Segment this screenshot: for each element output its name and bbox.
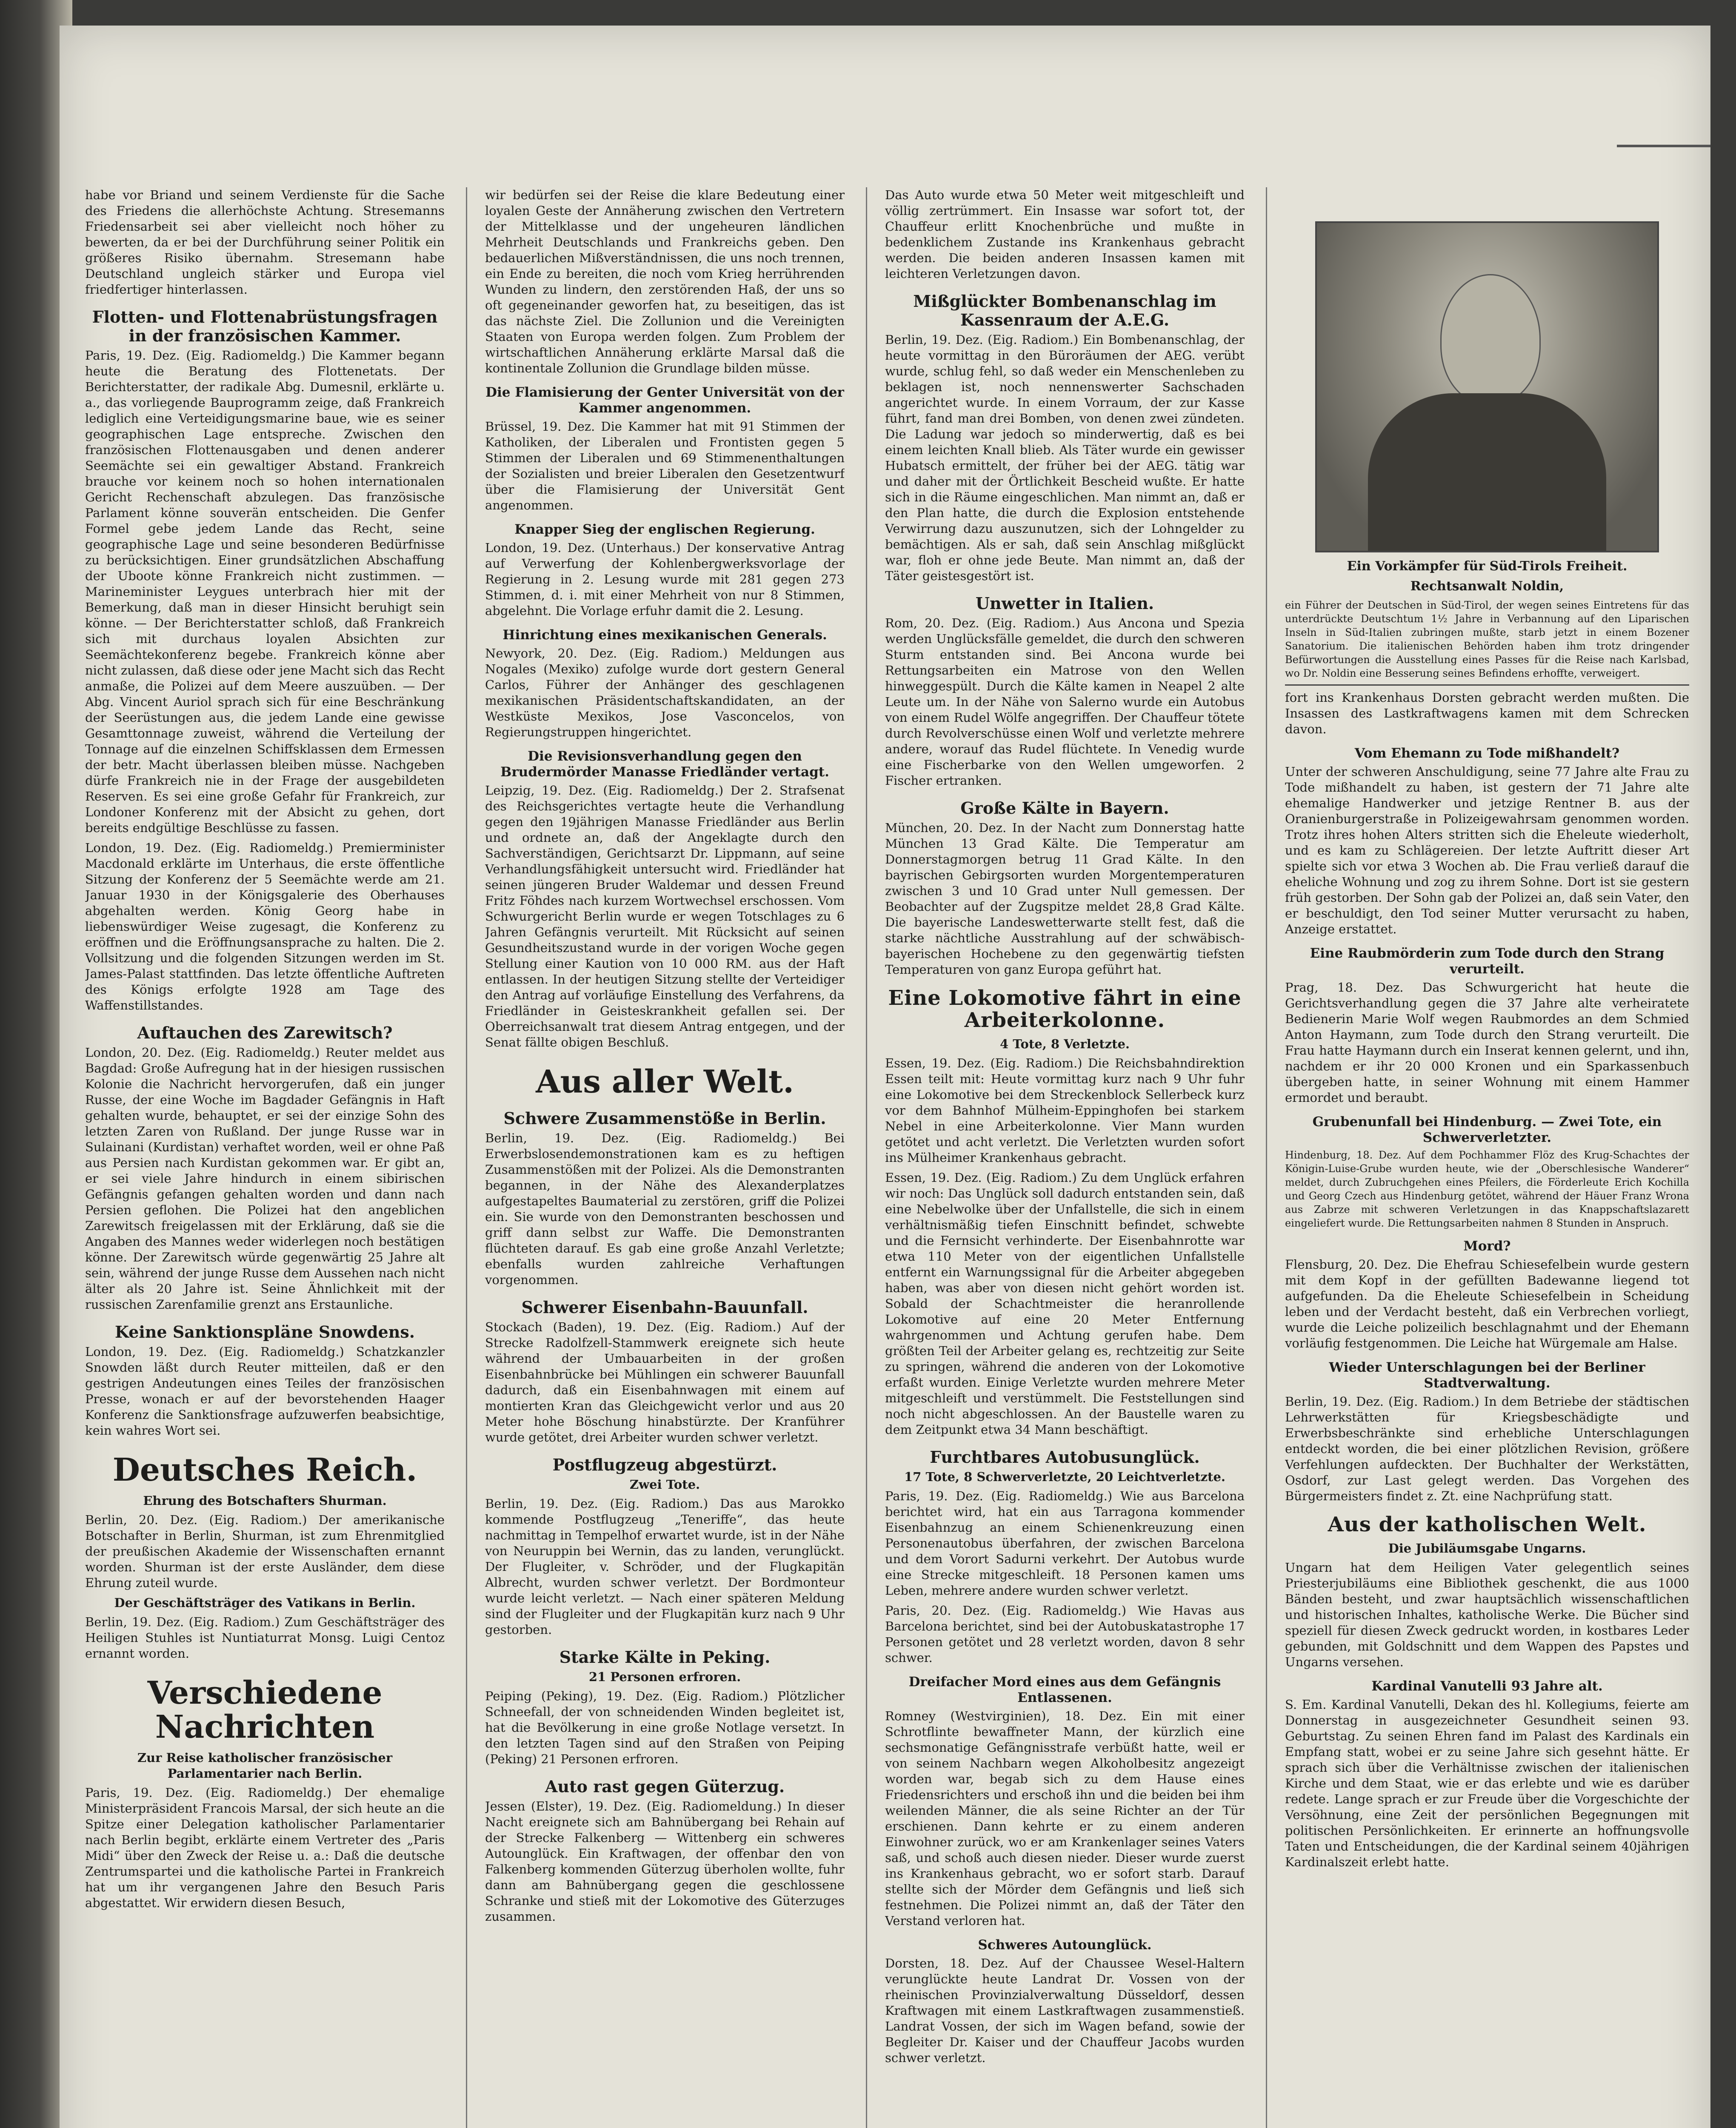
article-text: Berlin, 19. Dez. (Eig. Radiom.) In dem Betriebe der städtischen Lehrwerkstätten für Kriegsbeschädigte und Erwerbsbeschränkte sind erhebliche Unterschlagungen entdeckt worden, die bei einer plötzlichen Revision, größere Verfehlungen aufdeckten. Der Buchhalter der Werkstätten, Osdorf, zur Last gelegt werden. Das Vorgehen des Bürgermeisters findet z. Zt. eine Nachprüfung statt. [1285, 1394, 1689, 1503]
article-text: Brüssel, 19. Dez. Die Kammer hat mit 91 Stimmen der Katholiken, der Liberalen und Frontisten gegen 5 Stimmen der Liberalen und 69 Stimmenenthaltungen der Sozialisten und breier Liberalen den Gesetzentwurf über die Flamisierung der Universität Gent angenommen. [485, 419, 845, 512]
headline-knapper-sieg: Knapper Sieg der englischen Regierung. [514, 522, 815, 537]
article-text: Berlin, 19. Dez. (Eig. Radiomeldg.) Bei Erwerbslosendemonstrationen kam es zu heftigen Zusammenstößen mit der Polizei. Als die Demonstranten begannen, in der Nähe des Alexanderplatzes aufgestapeltes Baumaterial zu zerstören, griff die Polizei ein. Sie wurde von den Demonstranten beschossen und griff dann selbst zur Waffe. Die Demonstranten flüchteten darauf. Es gab eine große Anzahl Verletzte; ebenfalls wurden zahlreiche Verhaftungen vorgenommen. [485, 1131, 845, 1287]
portrait-head [1440, 274, 1541, 404]
headline-mord: Mord? [1463, 1238, 1511, 1254]
headline-ehemann: Vom Ehemann zu Tode mißhandelt? [1354, 746, 1620, 761]
article-text: fort ins Krankenhaus Dorsten gebracht werden mußten. Die Insassen des Lastkraftwagens kamen mit dem Schrecken davon. [1285, 690, 1689, 736]
article-text: Hindenburg, 18. Dez. Auf dem Pochhammer Flöz des Krug-Schachtes der Königin-Luise-Grube wurden heute, wie der „Oberschlesische Wanderer“ meldet, durch Zubruchgehen eines Pfeilers, die Förderleute Erich Kochilla und Georg Czech aus Hindenburg getötet, während der Häuer Franz Wrona aus Zabrze mit schweren Verletzungen in das Knappschaftslazarett eingeliefert wurde. Die Rettungsarbeiten nahmen 8 Stunden in Anspruch. [1285, 1149, 1689, 1229]
headline-flottenabruestung: Flotten- und Flottenabrüstungsfragen in der französischen Kammer. [92, 307, 438, 345]
headline-grubenunfall: Grubenunfall bei Hindenburg. — Zwei Tote, ein Schwerverletzter. [1312, 1114, 1662, 1145]
section-verschiedene-nachrichten: Verschiedene Nachrichten [147, 1675, 383, 1745]
column-2 [485, 187, 845, 2128]
article-text: London, 19. Dez. (Eig. Radiomeldg.) Schatzkanzler Snowden läßt durch Reuter mitteilen, daß er den gestrigen Andeutungen eines Teiles der französischen Presse, wonach er auf der bevorstehenden Haager Konferenz die Sanktionsfrage aufzuwerfen beabsichtige, kein wahres Wort sei. [85, 1344, 445, 1438]
article-text: Essen, 19. Dez. (Eig. Radiom.) Zu dem Unglück erfahren wir noch: Das Unglück soll dadurch entstanden sein, daß eine Nebelwolke über der Unfallstelle, die sich in einem verhältnismäßig tiefen Einschnitt befindet, schwebte und die Fernsicht verhinderte. Der Eisenbahnrotte war etwa 110 Meter von der eigentlichen Unfallstelle entfernt ein Warnungssignal für die Arbeiter abgegeben haben, was aber von diesen nicht gehört worden ist. Sobald der Schachtmeister die heranrollende Lokomotive auf eine 20 Meter Entfernung wahrgenommen und Achtung gerufen habe. Dem größten Teil der Arbeiter gelang es, rechtzeitig zur Seite zu springen, während die anderen von der Lokomotive erfaßt wurden. Einige Verletzte wurden mehrere Meter mitgeschleift und verstümmelt. Die Feststellungen sind noch nicht abgeschlossen. An der Baustelle waren zu dem Zeitpunkt etwa 34 Mann beschäftigt. [885, 1170, 1245, 1437]
photo-caption: Ein Vorkämpfer für Süd-Tirols Freiheit. [1347, 559, 1628, 574]
article-text: Das Auto wurde etwa 50 Meter weit mitgeschleift und völlig zertrümmert. Ein Insasse war sofort tot, der Chauffeur erlitt Knochenbrüche und mußte in bedenklichem Zustande ins Krankenhaus gebracht werden. Die beiden anderen Insassen kamen mit leichteren Verletzungen davon. [885, 188, 1245, 281]
article-text: Essen, 19. Dez. (Eig. Radiom.) Die Reichsbahndirektion Essen teilt mit: Heute vormittag kurz nach 9 Uhr fuhr eine Lokomotive bei dem Streckenblock Sellerbeck kurz vor dem Bahnhof Mülheim-Eppinghofen bei starkem Nebel in eine Arbeiterkolonne. Vier Mann wurden getötet und acht verletzt. Die Verletzten wurden sofort ins Mülheimer Krankenhaus gebracht. [885, 1056, 1245, 1165]
headline-lokomotive: Eine Lokomotive fährt in eine Arbeiterkolonne. [888, 986, 1242, 1032]
article-text: Leipzig, 19. Dez. (Eig. Radiomeldg.) Der 2. Strafsenat des Reichsgerichtes vertagte heute die Verhandlung gegen den 19jährigen Manasse Friedländer aus Berlin und ordnete an, daß der Angeklagte durch den Sachverständigen, Gerichtsarzt Dr. Lippmann, auf seine Verhandlungsfähigkeit untersucht wird. Friedländer hat seinen jüngeren Bruder Waldemar und dessen Freund Fritz Föhdes nach kurzem Wortwechsel erschossen. Vom Schwurgericht Berlin wurde er wegen Totschlages zu 6 Jahren Gefängnis verurteilt. Mit Rücksicht auf seinen Gesundheitszustand wurde in der vorigen Woche gegen Stellung einer Kaution von 10 000 RM. aus der Haft entlassen. In der heutigen Sitzung stellte der Verteidiger den Antrag auf vorläufige Einstellung des Verfahrens, da Friedländer in Geisteskrankheit gefallen sei. Der Oberreichsanwalt trat diesem Antrag entgegen, und der Senat fällte obigen Beschluß. [485, 783, 845, 1050]
headline-genter-universitaet: Die Flamisierung der Genter Universität von der Kammer angenommen. [485, 385, 844, 416]
headline-hinrichtung: Hinrichtung eines mexikanischen Generals. [503, 627, 827, 643]
headline-raubmoerderin: Eine Raubmörderin zum Tode durch den Strang verurteilt. [1310, 946, 1665, 977]
column-1 [85, 187, 445, 2128]
headline-revision: Die Revisionsverhandlung gegen den Brudermörder Manasse Friedländer vertagt. [500, 749, 829, 780]
article-text: Peiping (Peking), 19. Dez. (Eig. Radiom.) Plötzlicher Schneefall, der von schneidenden Winden begleitet ist, hat die Bevölkerung in eine große Notlage versetzt. In den letzten Tagen sind auf den Straßen von Peiping (Peking) 21 Personen erfroren. [485, 1689, 845, 1766]
article-text: München, 20. Dez. In der Nacht zum Donnerstag hatte München 13 Grad Kälte. Die Temperatur am Donnerstagmorgen betrug 11 Grad Kälte. In den bayrischen Gebirgsorten wurden Morgentemperaturen zwischen 3 und 10 Grad unter Null gemessen. Der Beobachter auf der Zugspitze meldet 28,8 Grad Kälte. Die bayerische Landeswetterwarte stellt fest, daß die starke nächtliche Ausstrahlung auf der schwäbisch-bayerischen Hochebene zu den gegenwärtig tiefsten Temperaturen von ganz Europa geführt hat. [885, 821, 1245, 977]
article-text: Berlin, 19. Dez. (Eig. Radiom.) Zum Geschäftsträger des Heiligen Stuhles ist Nuntiaturrat Monsg. Luigi Centoz ernannt worden. [85, 1615, 445, 1661]
subheadline-opfer: 17 Tote, 8 Schwerverletzte, 20 Leichtverletzte. [904, 1470, 1225, 1484]
headline-vanutelli: Kardinal Vanutelli 93 Jahre alt. [1371, 1679, 1603, 1694]
article-text: wir bedürfen sei der Reise die klare Bedeutung einer loyalen Geste der Annäherung zwischen den Vertretern der Mittelklasse und der ungeheuren ländlichen Mehrheit Deutschlands und Frankreichs geben. Den bedauerlichen Mißverständnissen, die uns noch trennen, ein Ende zu bereiten, die noch vom Krieg herrührenden Wunden zu lindern, den zerstörenden Haß, der uns so oft gegeneinander geworfen hat, zu beseitigen, das ist das nächste Ziel. Die Zollunion und die Vereinigten Staaten von Europa werden folgen. Zum Problem der wirtschaftlichen Annäherung erklärte Marsal daß die kontinentale Zollunion die Grundlage bilden müsse. [485, 188, 845, 375]
headline-schweres-autounglueck: Schweres Autounglück. [978, 1937, 1152, 1953]
headline-auto-gueterzug: Auto rast gegen Güterzug. [545, 1777, 785, 1796]
column-rule [466, 187, 467, 2128]
article-text: Paris, 19. Dez. (Eig. Radiomeldg.) Wie aus Barcelona berichtet wird, hat ein aus Tarragona kommender Eisenbahnzug an einem Schienenkreuzung einen Personenautobus überfahren, der zwischen Barcelona und dem Vorort Sadurni verkehrt. Der Autobus wurde eine Strecke mitgeschleift. 18 Personen kamen ums Leben, mehrere andere wurden schwer verletzt. [885, 1489, 1245, 1598]
article-text: Berlin, 20. Dez. (Eig. Radiom.) Der amerikanische Botschafter in Berlin, Shurman, ist zum Ehrenmitglied der preußischen Akademie der Wissenschaften ernannt worden. Shurman ist der erste Ausländer, dem diese Ehrung zuteil wurde. [85, 1513, 445, 1590]
column-3 [885, 187, 1245, 2128]
column-rule [1266, 187, 1267, 2128]
subheadline-vatikan: Der Geschäftsträger des Vatikans in Berlin. [114, 1596, 416, 1610]
article-text: Newyork, 20. Dez. (Eig. Radiom.) Meldungen aus Nogales (Mexiko) zufolge wurde dort gestern General Carlos, Führer der Anhänger des geschlagenen mexikanischen Präsidentschaftskandidaten, an der Westküste Mexikos, Jose Vasconcelos, von Regierungstruppen hingerichtet. [485, 646, 845, 739]
top-rule [1617, 145, 1710, 147]
subheadline-shurman: Ehrung des Botschafters Shurman. [143, 1493, 387, 1508]
subheadline-jubilaeumsgabe: Die Jubiläumsgabe Ungarns. [1388, 1541, 1586, 1556]
article-text: habe vor Briand und seinem Verdienste für die Sache des Friedens die allerhöchste Achtung. Stresemanns Friedensarbeit sei aber vielleicht noch höher zu bewerten, da er bei der Durchführung seiner Politik ein größeres Risiko übernahm. Stresemann habe Deutschland ungleich stärker und Europa viel friedfertiger hinterlassen. [85, 188, 445, 297]
headline-zarewitsch: Auftauchen des Zarewitsch? [137, 1023, 393, 1042]
headline-postflugzeug: Postflugzeug abgestürzt. [552, 1455, 777, 1474]
article-text: Berlin, 19. Dez. (Eig. Radiom.) Ein Bombenanschlag, der heute vormittag in den Büroräumen der AEG. verübt wurde, schlug fehl, so daß weder ein Menschenleben zu beklagen ist, noch nennenswerter Sachschaden angerichtet wurde. In einem Vorraum, der zur Kasse führt, fand man drei Bomben, von denen zwei zündeten. Die Ladung war jedoch so minderwertig, daß es bei einem leichten Knall blieb. Als Täter wurde ein gewisser Hubatsch ermittelt, der früher bei der AEG. tätig war und daher mit der Örtlichkeit Bescheid wußte. Er hatte sich in die Räume eingeschlichen. Man nimmt an, daß er den Plan hatte, die durch die Explosion entstehende Verwirrung dazu auszunutzen, sich der Lohngelder zu bemächtigen. Als er sah, daß sein Anschlag mißglückt war, floh er ohne jede Beute. Man nimmt an, daß der Täter geistesgestört ist. [885, 332, 1245, 583]
article-text: Rom, 20. Dez. (Eig. Radiom.) Aus Ancona und Spezia werden Unglücksfälle gemeldet, die durch den schweren Sturm entstanden sind. Bei Ancona wurde bei Rettungsarbeiten ein Matrose von den Wellen hinweggespült. Durch die Kälte kamen in Neapel 2 alte Leute um. In der Nähe von Salerno wurde ein Autobus von einem Rudel Wölfe angegriffen. Der Chauffeur tötete durch Revolverschüsse einen Wolf und verletzte mehrere andere, worauf das Rudel flüchtete. In Venedig wurde eine Fischerbarke von den Wellen umgeworfen. 2 Fischer ertranken. [885, 616, 1245, 788]
section-aus-aller-welt: Aus aller Welt. [536, 1064, 794, 1100]
headline-eisenbahn-bauunfall: Schwerer Eisenbahn-Bauunfall. [521, 1298, 808, 1317]
article-text: Stockach (Baden), 19. Dez. (Eig. Radiom.) Auf der Strecke Radolfzell-Stammwerk ereignete sich heute während der Umbauarbeiten in der großen Eisenbahnbrücke bei Mühlingen ein schwerer Bauunfall dadurch, daß ein Eisenbahnwagen mit einem auf montierten Kran das Gleichgewicht verlor und aus 20 Meter hohe Böschung hinabstürzte. Der Kranführer wurde getötet, drei Arbeiter wurden schwer verletzt. [485, 1320, 845, 1444]
article-text: Dorsten, 18. Dez. Auf der Chaussee Wesel-Haltern verunglückte heute Landrat Dr. Vossen von der rheinischen Provinzialverwaltung Düsseldorf, dessen Kraftwagen mit einem Lastkraftwagen zusammenstieß. Landrat Vossen, der sich im Wagen befand, sowie der Begleiter Dr. Kaiser und der Chauffeur Jacobs wurden schwer verletzt. [885, 1956, 1245, 2065]
subheadline-reise: Zur Reise katholischer französischer Parlamentarier nach Berlin. [137, 1750, 393, 1781]
section-katholische-welt: Aus der katholischen Welt. [1328, 1513, 1647, 1536]
section-deutsches-reich: Deutsches Reich. [112, 1452, 417, 1488]
headline-sanktionsplaene: Keine Sanktionspläne Snowdens. [114, 1322, 415, 1341]
subheadline-erfroren: 21 Personen erfroren. [588, 1670, 741, 1684]
article-text: Prag, 18. Dez. Das Schwurgericht hat heute die Gerichtsverhandlung gegen die 37 Jahre alte verheiratete Bedienerin Marie Wolf wegen Raubmordes an dem Schmied Anton Haymann, zum Tode durch den Strang verurteilt. Die Frau hatte Haymann durch ein Inserat kennen gelernt, und ihn, nachdem er ihr 20 000 Kronen und ein Sparkassenbuch übergeben hatte, in seiner Wohnung mit einem Hammer ermordet und beraubt. [1285, 980, 1689, 1105]
article-text: Ungarn hat dem Heiligen Vater gelegentlich seines Priesterjubiläums eine Bibliothek geschenkt, die aus 1000 Bänden besteht, und zwar hauptsächlich wissenschaftlichen und historischen Inhaltes, katholische Werke. Die Bücher sind speziell für diesen Zweck gedruckt worden, in kostbares Leder gebunden, mit Goldschnitt und dem Wappen des Papstes und Ungarns versehen. [1285, 1560, 1689, 1669]
article-text: Romney (Westvirginien), 18. Dez. Ein mit einer Schrotflinte bewaffneter Mann, der kürzlich eine sechsmonatige Gefängnisstrafe verbüßt hatte, weil er von seinem Nachbarn wegen Alkoholbesitz angezeigt worden war, begab sich zu dem Hause eines Friedensrichters und erschoß ihn und die beiden bei ihm weilenden Männer, die als seine Richter an der Tür erschienen. Dann kehrte er zu einem anderen Einwohner zurück, wo er am Krankenlager seines Vaters saß, und schoß auch diesen nieder. Dieser wurde zuerst ins Krankenhaus gebracht, wo er sofort starb. Darauf stellte sich der Mörder dem Gefängnis und ließ sich festnehmen. Die Polizei nimmt an, daß der Täter den Verstand verloren hat. [885, 1709, 1245, 1928]
article-text: Paris, 20. Dez. (Eig. Radiomeldg.) Wie Havas aus Barcelona berichtet, sind bei der Autobuskatastrophe 17 Personen getötet und 28 verletzt worden, davon 8 sehr schwer. [885, 1603, 1245, 1665]
headline-kaelte-bayern: Große Kälte in Bayern. [960, 798, 1169, 818]
article-text: Flensburg, 20. Dez. Die Ehefrau Schiesefelbein wurde gestern mit dem Kopf in der gefüllten Badewanne liegend tot aufgefunden. Da die Eheleute Schiesefelbein in Scheidung leben und der Verdacht besteht, daß ein Verbrechen vorliegt, wurde die Leiche polizeilich beschlagnahmt und der Ehemann vorläufig festgenommen. Die Leiche hat Würgemale am Halse. [1285, 1257, 1689, 1350]
headline-zusammenstoesse: Schwere Zusammenstöße in Berlin. [503, 1109, 826, 1128]
photo-caption-name: Rechtsanwalt Noldin, [1410, 579, 1564, 594]
portrait-fur-coat [1368, 393, 1606, 551]
headline-bombenanschlag: Mißglückter Bombenanschlag im Kassenraum der A.E.G. [913, 292, 1216, 329]
article-text: S. Em. Kardinal Vanutelli, Dekan des hl. Kollegiums, feierte am Donnerstag in ausgezeichneter Gesundheit seinen 93. Geburtstag. Zu seinen Ehren fand im Palast des Kardinals ein Empfang statt, wobei er zu seine Jahre sich gesehnt hätte. Er sprach sich über die Verhältnisse zwischen der italienischen Kirche und dem Staat, wie er das erlebte und wie es darüber redete. Lange sprach er zur Freude über die Vorgeschichte der Versöhnung, eine Zeit der persönlichen Begegnungen mit politischen Persönlichkeiten. Er erinnerte an hoffnungsvolle Taten und Entscheidungen, die der Kardinal seinem 40jährigen Kardinalszeit erlebt hatte. [1285, 1697, 1689, 1869]
article-text: Berlin, 19. Dez. (Eig. Radiom.) Das aus Marokko kommende Postflugzeug „Teneriffe“, das heute nachmittag in Tempelhof erwartet wurde, ist in der Nähe von Neuruppin bei Wernin, das zu landen, verunglückt. Der Flugleiter, v. Schröder, und der Flugkapitän Albrecht, wurden schwer verletzt. Der Bordmonteur wurde leicht verletzt. — Nach einer späteren Meldung sind der Flugleiter und der Flugkapitän kurz nach 9 Uhr gestorben. [485, 1496, 845, 1637]
subheadline-zwei-tote: Zwei Tote. [629, 1477, 700, 1492]
headline-unterschlagungen: Wieder Unterschlagungen bei der Berliner Stadtverwaltung. [1329, 1360, 1645, 1391]
headline-dreifacher-mord: Dreifacher Mord eines aus dem Gefängnis Entlassenen. [908, 1674, 1221, 1705]
article-text: London, 19. Dez. (Unterhaus.) Der konservative Antrag auf Verwerfung der Kohlenbergwerksvorlage der Regierung in 2. Lesung wurde mit 281 gegen 273 Stimmen, d. i. mit einer Mehrheit von nur 8 Stimmen, abgelehnt. Die Vorlage erfuhr damit die 2. Lesung. [485, 541, 845, 618]
article-text: Unter der schweren Anschuldigung, seine 77 Jahre alte Frau zu Tode mißhandelt zu haben, ist gestern der 71 Jahre alte ehemalige Handwerker und jetzige Rentner B. aus der Oranienburgerstraße in Polizeigewahrsam genommen worden. Trotz ihres hohen Alters stritten sich die Eheleute wiederholt, und es kam zu Schlägereien. Der letzte Auftritt dieser Art spielte sich vor etwa 3 Wochen ab. Die Frau verließ darauf die eheliche Wohnung und zog zu ihrem Sohne. Dort ist sie gestern früh gestorben. Der Sohn gab der Polizei an, daß sein Vater, den er beschuldigt, den Tod seiner Mutter verursacht zu haben, Anzeige erstattet. [1285, 764, 1689, 936]
article-text: London, 19. Dez. (Eig. Radiomeldg.) Premierminister Macdonald erklärte im Unterhaus, die erste öffentliche Sitzung der Konferenz der 5 Seemächte werde am 21. Januar 1930 in der Königsgalerie des Oberhauses abgehalten werden. König Georg habe in liebenswürdiger Weise zugesagt, die Konferenz zu eröffnen und die Eröffnungsansprache zu halten. Die 2. Vollsitzung und die folgenden Sitzungen werden im St. James-Palast stattfinden. Das letzte öffentliche Auftreten des Königs erfolgte 1928 am Tage des Waffenstillstandes. [85, 841, 445, 1013]
headline-kaelte-peking: Starke Kälte in Peking. [559, 1647, 771, 1667]
article-text: London, 20. Dez. (Eig. Radiomeldg.) Reuter meldet aus Bagdad: Große Aufregung hat in der hiesigen russischen Kolonie die Nachricht hervorgerufen, daß ein junger Russe, der eine Woche im Bagdader Gefängnis in Haft gehalten wurde, behauptet, er sei der einzige Sohn des letzten Zaren von Rußland. Der junge Russe war in Sulainani (Kurdistan) verhaftet worden, weil er ohne Paß aus Persien nach Kurdistan gekommen war. Er gibt an, er sei viele Jahre hindurch in einem sibirischen Gefängnis gefangen gehalten worden und dann nach Persien geflohen. Die Polizei hat den angeblichen Zarewitsch freigelassen mit der Erklärung, daß sie die Angaben des Mannes weder widerlegen noch bestätigen könne. Der Zarewitsch würde gegenwärtig 25 Jahre alt sein, während der junge Russe dem Aussehen nach nicht älter als 20 Jahre ist. Seine Ähnlichkeit mit der russischen Zarenfamilie grenzt ans Erstaunliche. [85, 1045, 445, 1312]
headline-autobusunglueck: Furchtbares Autobusunglück. [930, 1447, 1200, 1467]
divider [1285, 684, 1689, 686]
headline-unwetter-italien: Unwetter in Italien. [975, 594, 1154, 613]
photo-credit-text: ein Führer der Deutschen in Süd-Tirol, der wegen seines Eintretens für das unterdrückte Deutschtum 1½ Jahre in Verbannung auf den Liparischen Inseln in Süd-Italien zubringen mußte, starb jetzt in einem Bozener Sanatorium. Die italienischen Behörden haben ihm trotz dringender Befürwortungen die Ausstellung eines Passes für die Reise nach Karlsbad, wo Dr. Noldin eine Besserung seines Befindens erhoffte, verweigert. [1285, 599, 1689, 679]
subheadline-tote-verletzte: 4 Tote, 8 Verletzte. [999, 1037, 1130, 1051]
article-text: Paris, 19. Dez. (Eig. Radiomeldg.) Die Kammer begann heute die Beratung des Flottenetats. Der Berichterstatter, der radikale Abg. Dumesnil, erklärte u. a., das vorliegende Bauprogramm zeige, daß Frankreich lediglich eine Verteidigungsmarine baue, wie es seiner geographischen Lage entspreche. Zwischen den französischen Flottenausgaben und denen anderer Seemächte sei ein gewaltiger Abstand. Frankreich brauche vor keinem noch so hohen internationalen Gericht Rechenschaft abzulegen. Das französische Parlament könne souverän entscheiden. Die Genfer Formel gebe jedem Lande das Recht, seine geographische Lage und seine besonderen Bedürfnisse zu berücksichtigen. Einer grundsätzlichen Abschaffung der Uboote könne Frankreich nicht zustimmen. — Marineminister Leygues unterbrach hier mit der Bemerkung, daß man in dieser Hinsicht beruhigt sein könne. — Der Berichterstatter schloß, daß Frankreich sich mit durchaus loyalen Absichten zur Seemächtekonferenz begebe. Frankreich könne aber nicht zulassen, daß diese oder jene Macht sich das Recht anmaße, die Polizei auf dem Meere auszuüben. — Der Abg. Vincent Auriol sprach sich für eine Beschränkung der Seerüstungen aus, die jedem Lande eine gewisse Gesamttonnage zuweist, während die Verteilung der Tonnage auf die einzelnen Schiffsklassen dem Ermessen der betr. Macht überlassen bleiben müsse. Nachgeben dürfe Frankreich nie in der Frage der ausgebildeten Reserven. Es sei eine große Gefahr für Frankreich, zur Londoner Konferenz mit der Absicht zu gehen, dort bereits endgültige Beschlüsse zu fassen. [85, 348, 445, 835]
portrait-photo [1315, 221, 1659, 552]
article-text: Jessen (Elster), 19. Dez. (Eig. Radiomeldung.) In dieser Nacht ereignete sich am Bahnübergang bei Rehain auf der Strecke Falkenberg — Wittenberg ein schweres Autounglück. Ein Kraftwagen, der offenbar den von Falkenberg kommenden Güterzug überholen wollte, fuhr dann am Bahnübergang gegen die geschlossene Schranke und stieß mit der Lokomotive des Güterzuges zusammen. [485, 1799, 845, 1924]
article-text: Paris, 19. Dez. (Eig. Radiomeldg.) Der ehemalige Ministerpräsident Francois Marsal, der sich heute an die Spitze einer Delegation katholischer Parlamentarier nach Berlin begibt, erklärte einem Vertreter des „Paris Midi“ über den Zweck der Reise u. a.: Daß die deutsche Zentrumspartei und die katholische Partei in Frankreich hat um ihr vergangenen Jahre den Besuch Paris abgestattet. Wir erwidern diesen Besuch, [85, 1785, 445, 1910]
column-rule [866, 187, 867, 2128]
column-4 [1285, 187, 1689, 2128]
newspaper-page [60, 26, 1710, 2128]
